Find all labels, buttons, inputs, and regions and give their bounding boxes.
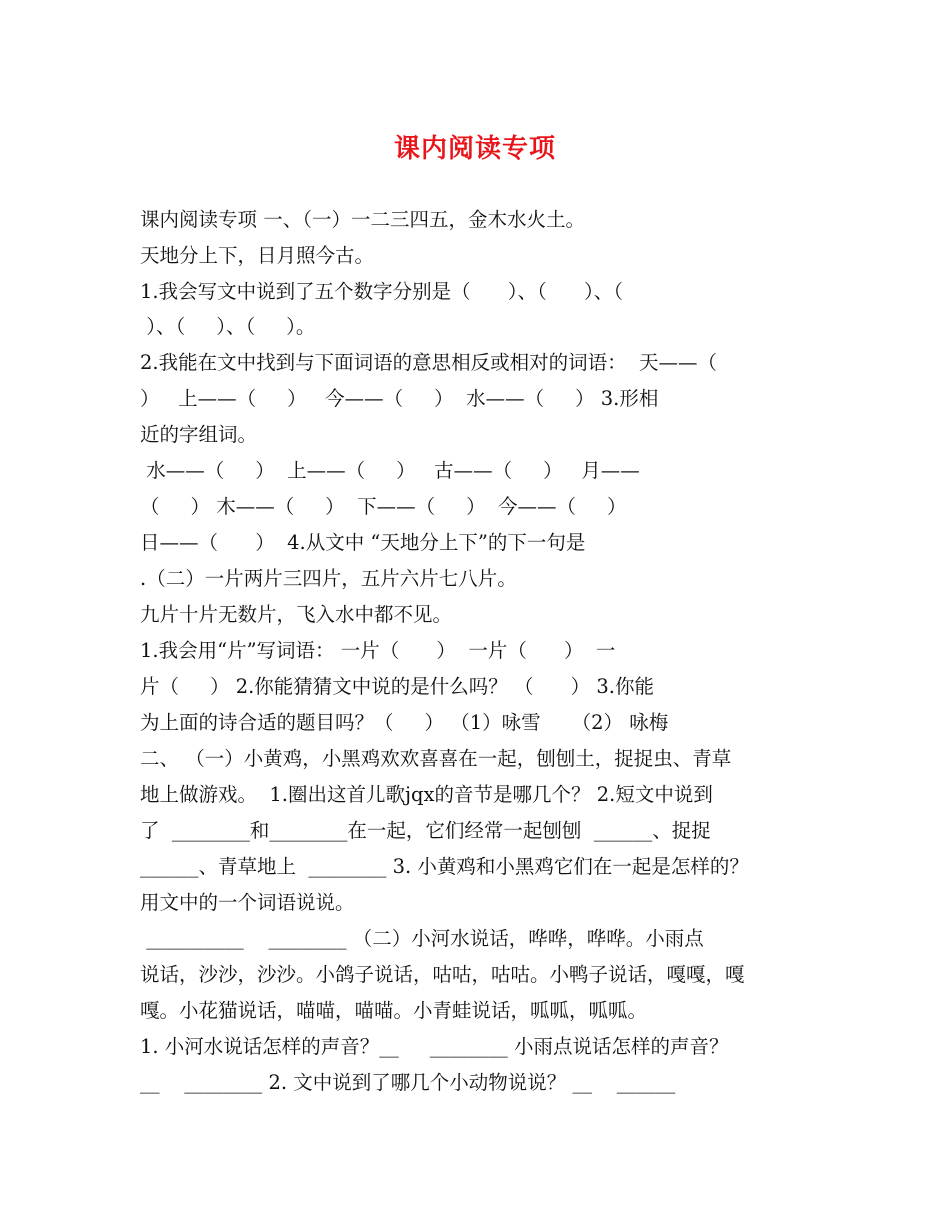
text-line: 日——（ ） 4.从文中 “天地分上下”的下一句是 (140, 531, 586, 554)
text-line: 2.我能在文中找到与下面词语的意思相反或相对的词语： 天——（ (140, 351, 718, 374)
text-line: 说话，沙沙，沙沙。小鸽子说话，咕咕，咕咕。小鸭子说话，嘎嘎，嘎 (140, 963, 745, 986)
text-line: ______、青草地上 ________ 3. 小黄鸡和小黑鸡它们在一起是怎样的？ (140, 855, 749, 878)
text-line: 片（ ） 2.你能猜猜文中说的是什么吗？ （ ） 3.你能 (140, 675, 654, 698)
text-line: （ ） 木——（ ） 下——（ ） 今——（ ） (140, 495, 627, 518)
text-line: 1. 小河水说话怎样的声音？__ ________ 小雨点说话怎样的声音？ (140, 1035, 729, 1058)
text-line: __________ ________ （二）小河水说话，哗哗，哗哗。小雨点 (140, 927, 704, 950)
text-line: .（二）一片两片三四片，五片六片七八片。 (140, 567, 517, 590)
text-line: ） 上——（ ） 今——（ ） 水——（ ） 3.形相 (140, 387, 659, 410)
text-line: 地上做游戏。 1.圈出这首儿歌jqx的音节是哪几个？ 2.短文中说到 (140, 783, 713, 806)
text-line: 用文中的一个词语说说。 (140, 891, 355, 914)
text-line: 了 ________和________在一起，它们经常一起刨刨 ______、捉捉 (140, 819, 711, 842)
text-line: 1.我会写文中说到了五个数字分别是（ ）、（ ）、（ (140, 280, 623, 303)
text-line: 近的字组词。 (140, 423, 258, 446)
text-line: 水——（ ） 上——（ ） 古——（ ） 月—— (140, 459, 640, 482)
text-line: 二、 （一）小黄鸡，小黑鸡欢欢喜喜在一起，刨刨土，捉捉虫、青草 (140, 747, 732, 770)
text-line: 嘎。小花猫说话，喵喵，喵喵。小青蛙说话，呱呱，呱呱。 (140, 999, 648, 1022)
text-line: 天地分上下，日月照今古。 (140, 244, 375, 267)
text-line: 九片十片无数片，飞入水中都不见。 (140, 603, 453, 626)
text-line: 课内阅读专项 一、（一）一二三四五，金木水火土。 (140, 208, 585, 231)
text-line: __ ________ 2. 文中说到了哪几个小动物说说？ __ ______ (140, 1071, 676, 1094)
text-line: ）、（ ）、（ ）。 (140, 315, 316, 338)
page-title: 课内阅读专项 (393, 134, 556, 164)
text-line: 为上面的诗合适的题目吗？（ ） （1）咏雪 （2） 咏梅 (140, 711, 669, 734)
text-line: 1.我会用“片”写词语： 一片（ ） 一片（ ） 一 (140, 639, 616, 662)
